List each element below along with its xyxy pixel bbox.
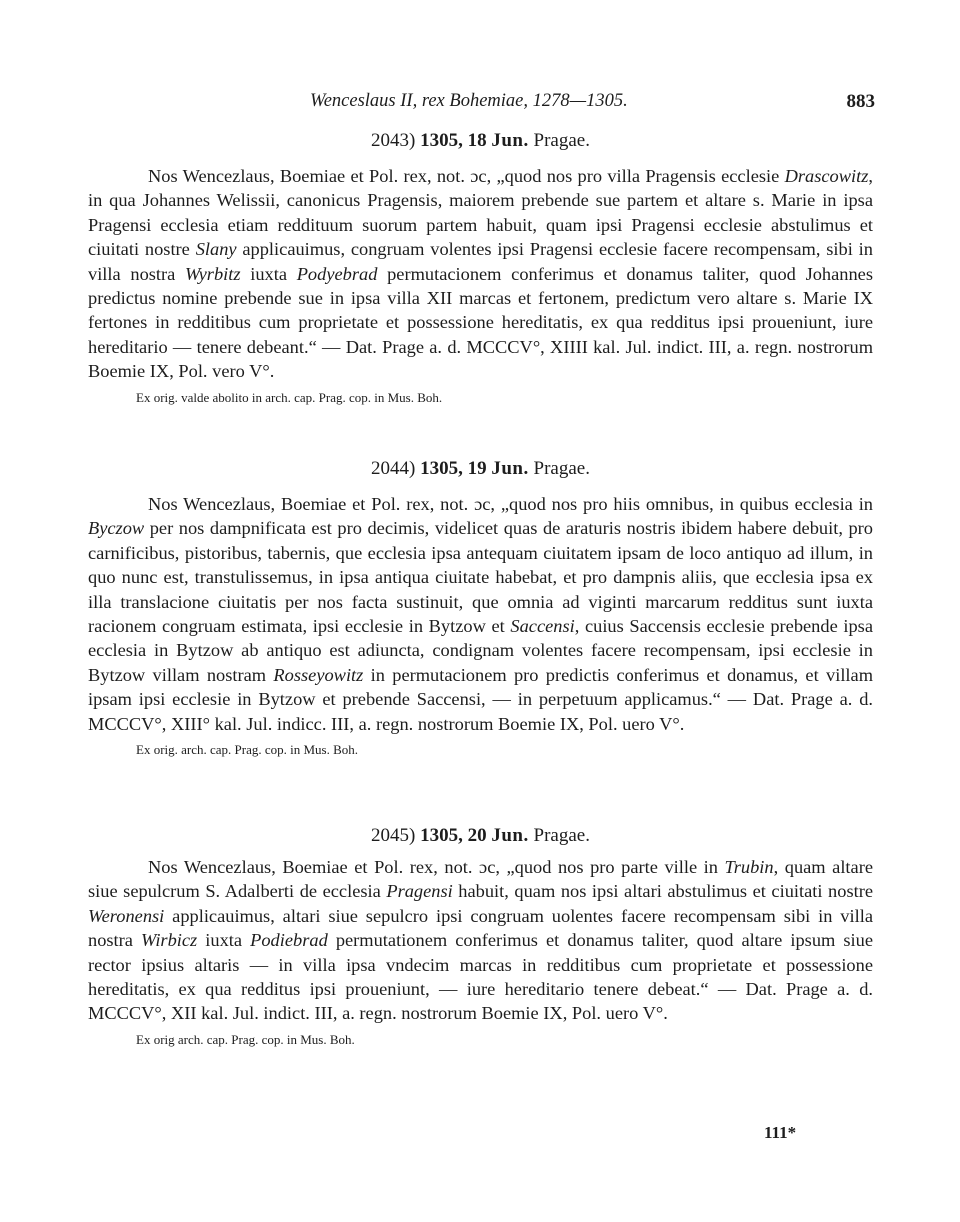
charter-number: 2044) xyxy=(371,458,416,479)
charter-2043 xyxy=(88,128,873,407)
charter-source: Ex orig. valde abolito in arch. cap. Prag. cop. in Mus. Boh. xyxy=(136,389,443,405)
charter-month: Jun. xyxy=(491,825,529,846)
charter-number: 2045) xyxy=(371,825,416,846)
charter-day: 18 xyxy=(467,130,487,151)
running-title: Wenceslaus II, rex Bohemiae, 1278—1305. xyxy=(310,91,628,111)
charter-2044 xyxy=(88,456,873,759)
charter-month: Jun. xyxy=(491,458,529,479)
charter-place: Pragae. xyxy=(533,458,590,479)
charter-place: Pragae. xyxy=(533,130,590,151)
charter-text: Nos Wencezlaus, Boemiae et Pol. rex, not. ɔc, „quod nos pro villa Pragensis ecclesie Drascowitz, in qua Johannes Welissii, canonicus Pragensis, maiorem prebende sue partem et altare s. Marie in ipsa Pragensi ecclesia etiam reddituum suorum partem habuit, quam ipsi Pragensi ecclesie abstulimus et ciuitati nostre Slany applicauimus, congruam volentes ipsi Pragensi ecclesie facere recompensam, sibi in villa nostra Wyrbitz iuxta Podyebrad permutacionem conferimus et donamus taliter, quod Johannes predictus nomine prebende sue in ipsa villa XII marcas et fertonem, predictum vero altare s. Marie IX fertones in redditibus cum proprietate et possessione hereditatis, ex qua redditus ipsi proueniunt, iure hereditario — tenere debeant.“ — Dat. Prage a. d. MCCCV°, XIIII kal. Jul. indict. III, a. regn. nostrorum Boemie IX, Pol. vero V°. xyxy=(88,166,873,382)
charter-year: 1305, xyxy=(420,825,463,846)
charter-year: 1305, xyxy=(420,130,463,151)
charter-heading xyxy=(88,128,873,154)
charter-2045 xyxy=(88,823,873,1049)
charter-text: Nos Wencezlaus, Boemiae et Pol. rex, not. ɔc, „quod nos pro parte ville in Trubin, quam altare siue sepulcrum S. Adalberti de ecclesia Pragensi habuit, quam nos ipsi altari abstulimus et ciuitati nostre Weronensi applicauimus, altari siue sepulcro ipsi congruam uolentes facere recompensam sibi in villa nostra Wirbicz iuxta Podiebrad permutationem conferimus et donamus taliter, quod altare ipsum siue rector ipsius altaris — in villa ipsa vndecim marcas in redditibus cum proprietate et possessione hereditatis, ex qua redditus ipsi proueniunt, — iure hereditario tenere debeat.“ — Dat. Prage a. d. MCCCV°, XII kal. Jul. indict. III, a. regn. nostrorum Boemie IX, Pol. uero V°. xyxy=(88,857,874,1024)
charter-heading xyxy=(88,456,873,482)
running-header xyxy=(310,91,875,117)
charter-place: Pragae. xyxy=(533,825,590,846)
page-number: 883 xyxy=(846,91,875,112)
charter-day: 19 xyxy=(467,458,487,479)
charter-heading xyxy=(88,823,873,849)
charter-text: Nos Wencezlaus, Boemiae et Pol. rex, not. ɔc, „quod nos pro hiis omnibus, in quibus ecclesia in Byczow per nos dampnificata est pro decimis, videlicet quas de araturis nostris ibidem habere debuit, pro carnificibus, pistoribus, tabernis, que ecclesia ipsa antequam ciuitatem ipsam de loco antiquo ad illum, in quo nunc est, transtulissemus, in ipsa antiqua ciuitate habebat, et pro dampnis aliis, que ecclesia ipsa ex illa translacione ciuitatis per nos facta sustinuit, que omnia ad viginti marcarum redditus sunt iuxta racionem congruam estimata, ipsi ecclesie in Bytzow et Saccensi, cuius Saccensis ecclesie prebende ipsa ecclesia in Bytzow ab antiquo est adiuncta, condignam volentes facere recompensam, ipsi ecclesie in Bytzow villam nostram Rosseyowitz in permutacionem pro predictis conferimus et donamus, et villam ipsam ipsi ecclesie in Bytzow et prebende Saccensi, — in perpetuum applicamus.“ — Dat. Prage a. d. MCCCV°, XIII° kal. Jul. indicc. III, a. regn. nostrorum Boemie IX, Pol. uero V°. xyxy=(88,494,873,734)
charter-source: Ex orig. arch. cap. Prag. cop. in Mus. Boh. xyxy=(136,742,359,758)
charter-source: Ex orig arch. cap. Prag. cop. in Mus. Boh. xyxy=(136,1031,355,1047)
charter-month: Jun. xyxy=(491,130,529,151)
charter-year: 1305, xyxy=(420,458,463,479)
charter-number: 2043) xyxy=(371,130,416,151)
charter-day: 20 xyxy=(467,825,487,846)
sheet-signature: 111* xyxy=(764,1123,797,1142)
